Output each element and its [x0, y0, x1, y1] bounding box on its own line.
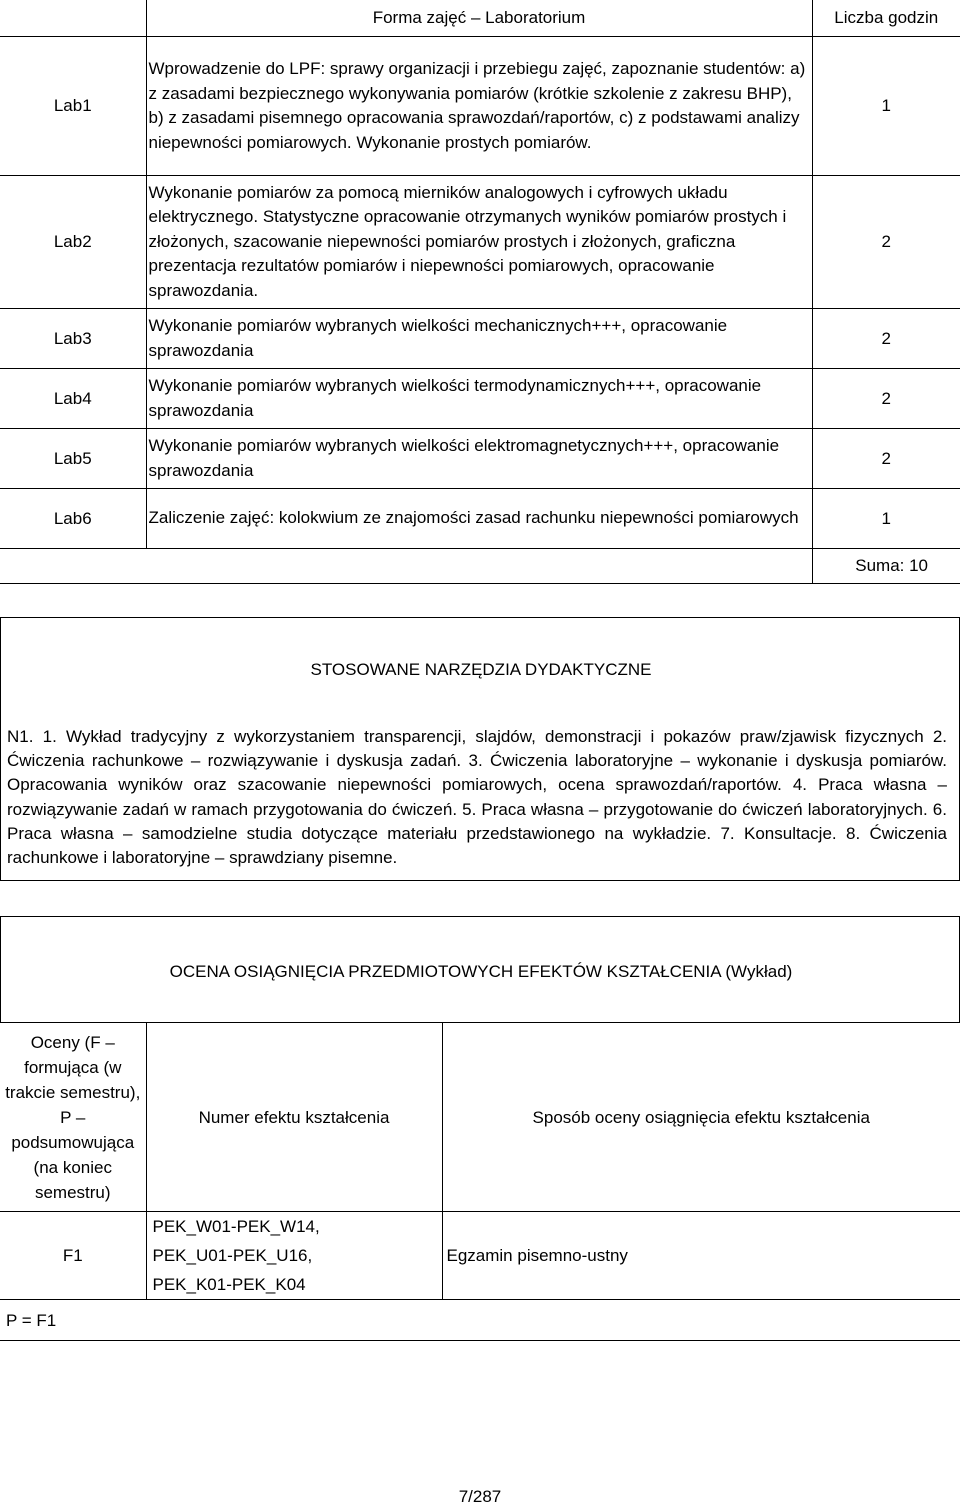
table-row	[0, 489, 960, 549]
evaluation-title-section	[0, 916, 960, 1022]
lab-id: Lab6	[0, 489, 146, 549]
lab-header-empty	[0, 0, 146, 37]
lab-description: Wykonanie pomiarów za pomocą mierników analogowych i cyfrowych układu elektrycznego. Statystyczne opracowanie otrzymanych wyników pomiarów prostych i złożonych, szacowanie niepewności pomiarów prostych i złożonych, graficzna prezentacja rezultatów pomiarów i niepewności pomiarowych, opracowanie sprawozdania.	[146, 176, 812, 309]
lab-hours: 1	[812, 489, 960, 549]
assessment-method-header: Sposób oceny osiągnięcia efektu kształcenia	[442, 1023, 960, 1212]
lab-form-header: Forma zajęć – Laboratorium	[146, 0, 812, 37]
effect-number-header: Numer efektu kształcenia	[146, 1023, 442, 1212]
page-number: 7/287	[458, 1487, 502, 1506]
lab-table-header	[0, 0, 960, 37]
assessment-method: Egzamin pisemno-ustny	[442, 1212, 960, 1300]
hours-sum: Suma: 10	[812, 549, 960, 584]
effect-range: PEK_W01-PEK_W14,	[152, 1217, 320, 1236]
evaluation-table	[0, 1022, 960, 1341]
lab-hours: 2	[812, 309, 960, 369]
table-row	[0, 309, 960, 369]
lab-id: Lab4	[0, 369, 146, 429]
lab-hours: 2	[812, 176, 960, 309]
sum-row	[0, 549, 960, 584]
lab-id: Lab5	[0, 429, 146, 489]
lab-hours: 2	[812, 369, 960, 429]
lab-description: Wprowadzenie do LPF: sprawy organizacji i przebiegu zajęć, zapoznanie studentów: a) z zasadami bezpiecznego wykonywania pomiarów (krótkie szkolenie z zakresu BHP), b) z zasadami pisemnego opracowania sprawozdań/raportów, c) z podstawami analizy niepewności pomiarowych. Wykonanie prostych pomiarów.	[146, 37, 812, 176]
lab-description: Wykonanie pomiarów wybranych wielkości termodynamicznych+++, opracowanie sprawozdania	[146, 369, 812, 429]
table-row	[0, 37, 960, 176]
lab-id: Lab1	[0, 37, 146, 176]
lab-description: Zaliczenie zajęć: kolokwium ze znajomości zasad rachunku niepewności pomiarowych	[146, 489, 812, 549]
table-row	[0, 1212, 960, 1300]
lab-hours: 1	[812, 37, 960, 176]
sum-empty-cell	[0, 549, 812, 584]
effect-numbers	[146, 1212, 442, 1300]
table-row	[0, 176, 960, 309]
table-row	[0, 429, 960, 489]
section-title: STOSOWANE NARZĘDZIA DYDAKTYCZNE	[310, 660, 652, 679]
lab-description: Wykonanie pomiarów wybranych wielkości elektromagnetycznych+++, opracowanie sprawozdania	[146, 429, 812, 489]
effect-range: PEK_U01-PEK_U16,	[152, 1246, 313, 1265]
table-row	[0, 369, 960, 429]
lab-hours: 2	[812, 429, 960, 489]
grades-header: Oceny (F – formująca (w trakcie semestru), P – podsumowująca (na koniec semestru)	[0, 1023, 146, 1212]
section-title: OCENA OSIĄGNIĘCIA PRZEDMIOTOWYCH EFEKTÓW KSZTAŁCENIA (Wykład)	[169, 962, 793, 981]
teaching-tools-section	[0, 617, 960, 881]
teaching-tools-text: N1. 1. Wykład tradycyjny z wykorzystaniem transparencji, slajdów, demonstracji i pokazów praw/zjawisk fizycznych 2. Ćwiczenia rachunkowe – rozwiązywanie i dyskusja zadań. 3. Ćwiczenia laboratoryjne – wykonanie i dyskusja pomiarów. Opracowania wyników oraz szacowanie niepewności pomiarowych, ocena sprawozdań/raportów. 4. Praca własna – rozwiązywanie zadań w ramach przygotowania do ćwiczeń. 5. Praca własna – przygotowanie do ćwiczeń laboratoryjnych. 6. Praca własna – samodzielne studia dotyczące materiału przedstawionego na wykładzie. 7. Konsultacje. 8. Ćwiczenia rachunkowe i laboratoryjne – sprawdziany pisemne.	[7, 727, 947, 868]
grade-code: F1	[0, 1212, 146, 1300]
lab-id: Lab2	[0, 176, 146, 309]
lab-id: Lab3	[0, 309, 146, 369]
effect-range: PEK_K01-PEK_K04	[152, 1275, 306, 1294]
final-grade-row	[0, 1300, 960, 1341]
lab-description: Wykonanie pomiarów wybranych wielkości mechanicznych+++, opracowanie sprawozdania	[146, 309, 812, 369]
evaluation-header-row	[0, 1023, 960, 1212]
final-grade-formula: P = F1	[0, 1300, 960, 1341]
lab-schedule-table	[0, 0, 960, 584]
lab-hours-header: Liczba godzin	[812, 0, 960, 37]
